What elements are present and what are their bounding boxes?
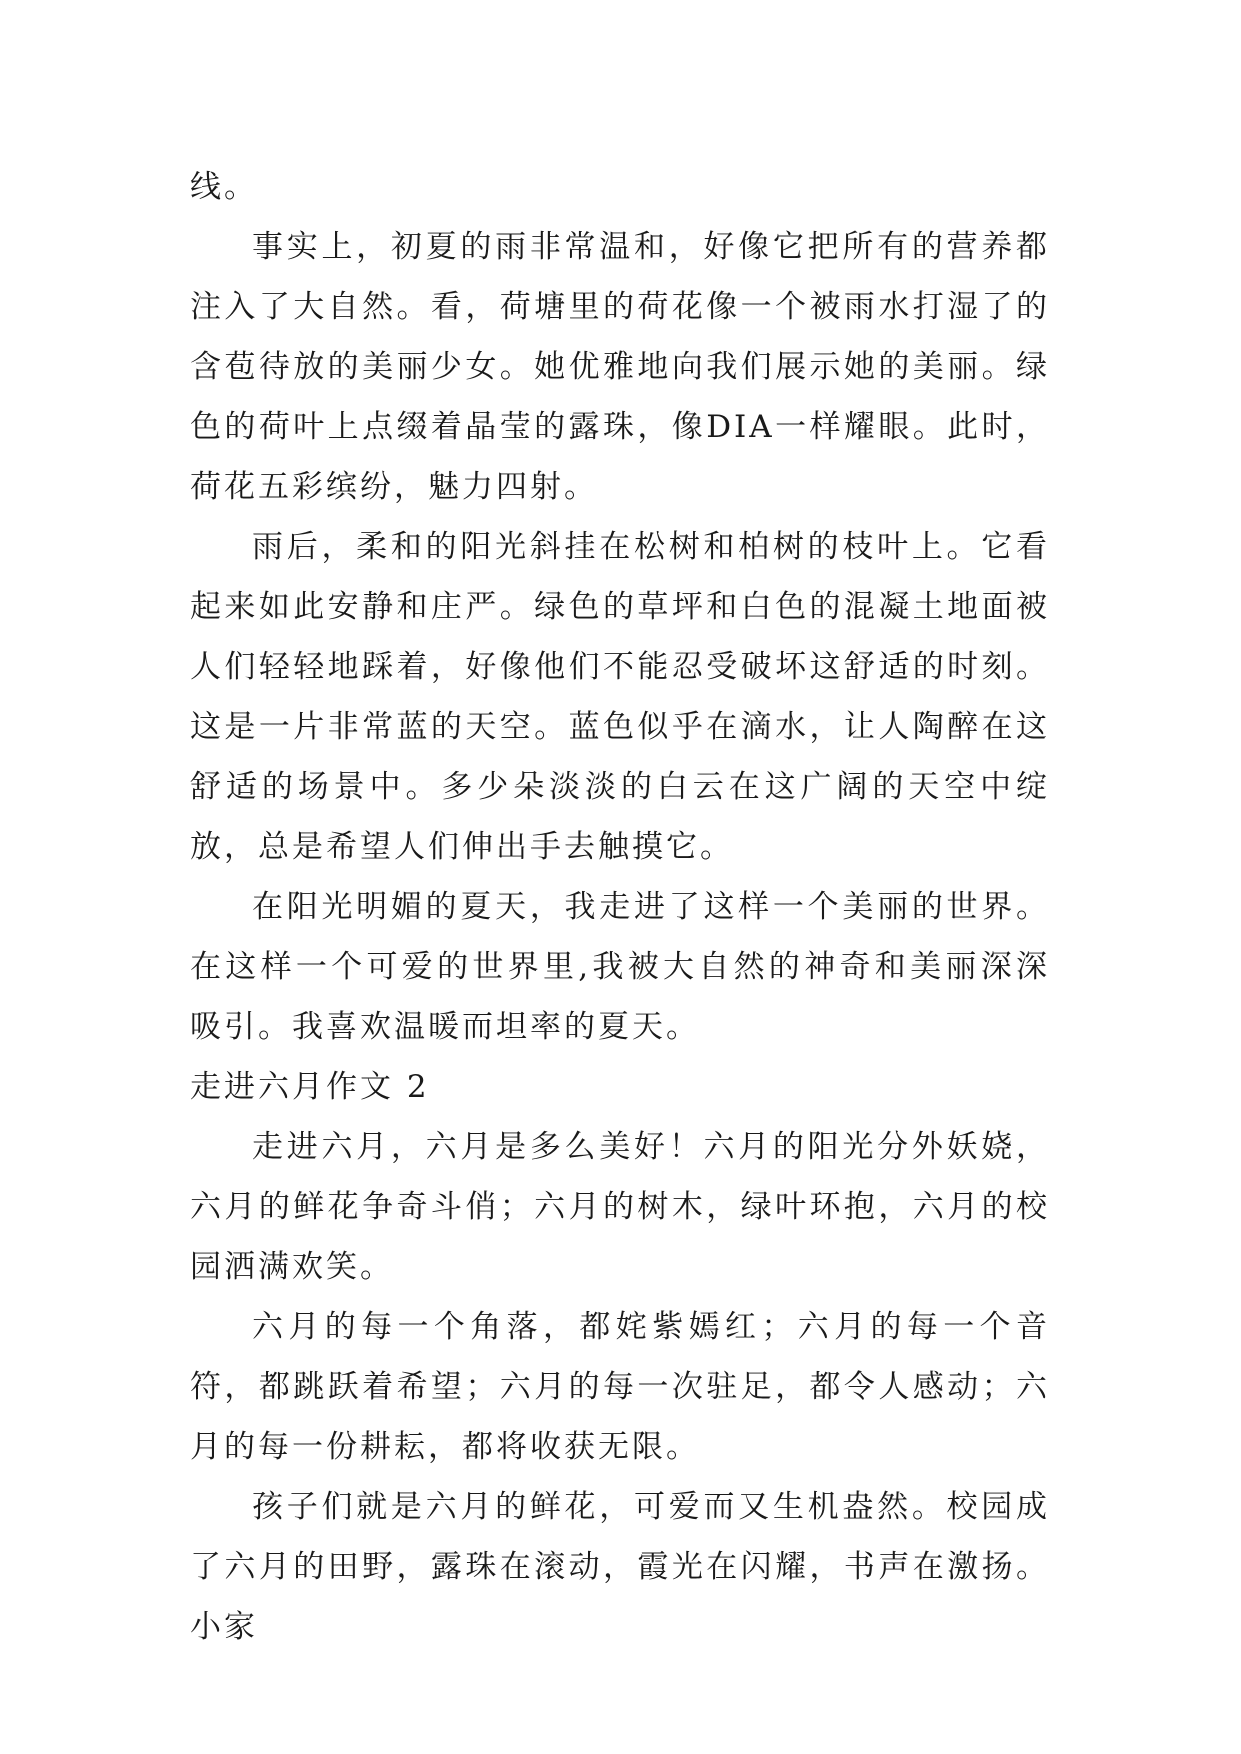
continuation-line: 线。 [190,169,258,205]
paragraph-june-corners: 六月的每一个角落，都姹紫嫣红；六月的每一个音符，都跳跃着希望；六月的每一次驻足，都令人感动；六月的每一份耕耘，都将收获无限。 [190,1309,1050,1465]
paragraph-children-flowers: 孩子们就是六月的鲜花，可爱而又生机盎然。校园成了六月的田野，露珠在滚动，霞光在闪耀，书声在激扬。小家 [190,1489,1050,1645]
document-body [190,157,1050,1657]
essay-heading: 走进六月作文 2 [190,1069,430,1105]
paragraph-sunny-summer: 在阳光明媚的夏天，我走进了这样一个美丽的世界。在这样一个可爱的世界里,我被大自然的神奇和美丽深深吸引。我喜欢温暖而坦率的夏天。 [190,889,1050,1045]
paragraph-into-june: 走进六月，六月是多么美好！六月的阳光分外妖娆，六月的鲜花争奇斗俏；六月的树木，绿叶环抱，六月的校园洒满欢笑。 [190,1129,1050,1285]
paragraph-summer-rain: 事实上，初夏的雨非常温和，好像它把所有的营养都注入了大自然。看，荷塘里的荷花像一个被雨水打湿了的含苞待放的美丽少女。她优雅地向我们展示她的美丽。绿色的荷叶上点缀着晶莹的露珠，像DIA一样耀眼。此时，荷花五彩缤纷，魅力四射。 [190,229,1050,505]
paragraph-after-rain: 雨后，柔和的阳光斜挂在松树和柏树的枝叶上。它看起来如此安静和庄严。绿色的草坪和白色的混凝土地面被人们轻轻地踩着，好像他们不能忍受破坏这舒适的时刻。这是一片非常蓝的天空。蓝色似乎在滴水，让人陶醉在这舒适的场景中。多少朵淡淡的白云在这广阔的天空中绽放，总是希望人们伸出手去触摸它。 [190,529,1050,865]
